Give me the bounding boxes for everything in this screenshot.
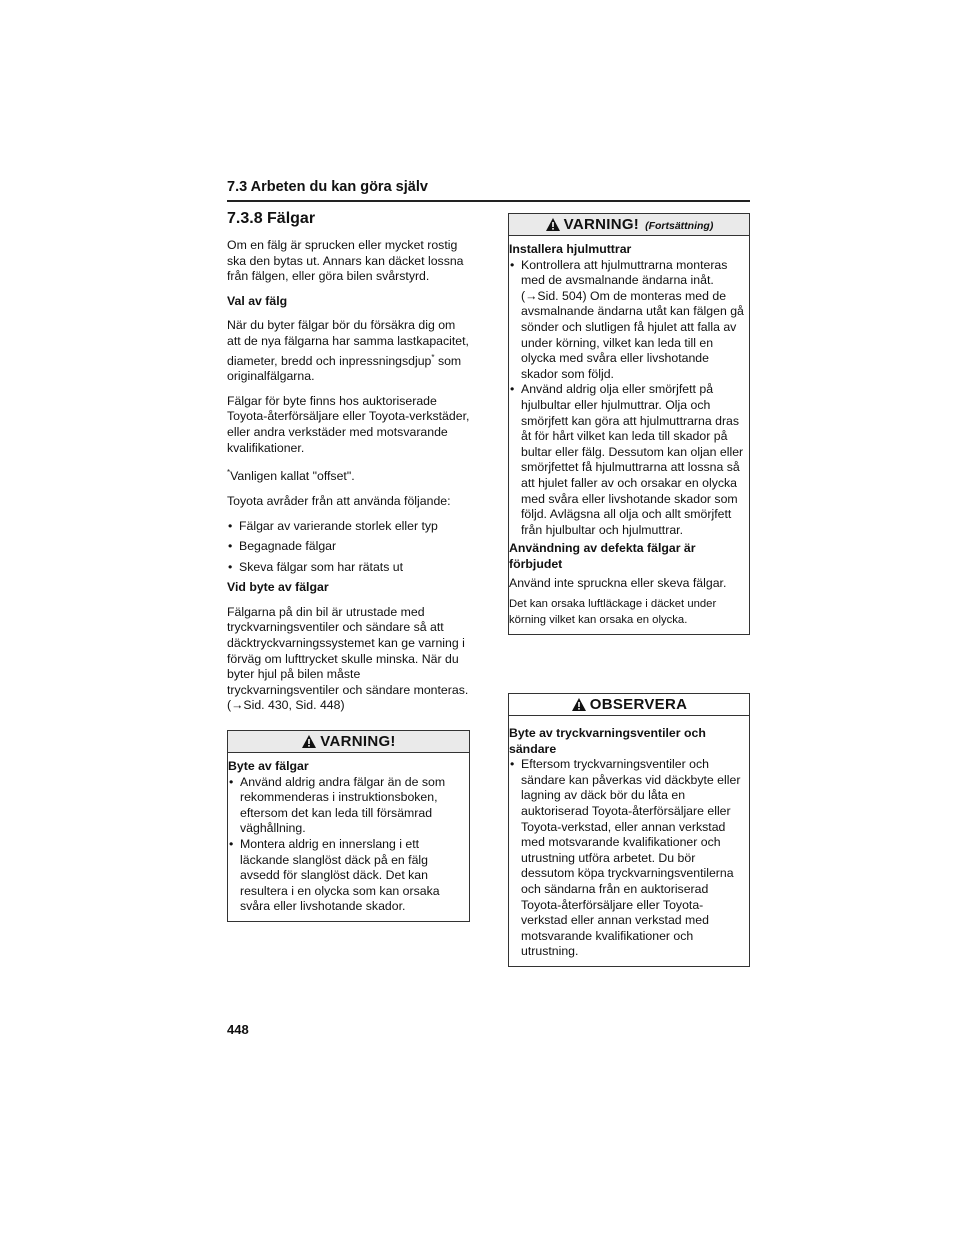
- warning-icon: [545, 217, 561, 232]
- left-column: [227, 210, 471, 723]
- continued-label: (Fortsättning): [645, 220, 714, 232]
- list-item: • Montera aldrig en innerslang i ett läckande slanglöst däck på en fälg avsedd för slanglöst däck. Det kan resultera i en olycka som kan orsaka svåra eller livshotande skador.: [228, 837, 465, 915]
- observera-box: [508, 693, 750, 967]
- list-item: • Skeva fälgar som har rätats ut: [227, 560, 471, 576]
- warning-sub: Byte av fälgar: [228, 759, 309, 773]
- intro-paragraph: Om en fälg är sprucken eller mycket rostig ska den bytas ut. Annars kan däcket lossna från fälgen, eller göra bilen svårstyrd.: [227, 238, 464, 284]
- list-item: • Kontrollera att hjulmuttrarna monteras med de avsmalnande ändarna inåt. (→Sid. 504) Om de monteras med de avsmalnande ändarna utåt kan fälgen gå sönder och slutligen få hjulet att falla av under körning, vilket kan leda till en olycka med svåra eller livshotande skador som följd.: [509, 258, 745, 383]
- page-number: 448: [227, 1022, 249, 1037]
- warning-title-bar: [228, 731, 469, 753]
- val-paragraph: När du byter fälgar bör du försäkra dig om att de nya fälgarna har samma lastkapacitet, diameter, bredd och inpressningsdjup* som originalfälgarna.: [227, 318, 469, 384]
- warning-list: [228, 775, 465, 915]
- observera-list: [509, 757, 745, 960]
- warning-sub: Användning av defekta fälgar är förbjudet: [509, 541, 696, 571]
- list-item: • Eftersom tryckvarningsventiler och sändare kan påverkas vid däckbyte eller lagning av däck bör du låta en auktoriserad Toyota-återförsäljare eller Toyota-verkstad, eller annan verkstad med motsvarande kvalifikationer och utrustning utföra arbetet. Du bör dessutom köpa tryckvarningsventilerna och sändarna från en auktoriserad Toyota-återförsäljare eller Toyota-verkstad eller annan verkstad med motsvarande kvalifikationer och utrustning.: [509, 757, 745, 960]
- section-header: [227, 178, 750, 202]
- warning-title: VARNING!: [320, 733, 396, 750]
- list-item: • Begagnade fälgar: [227, 539, 471, 555]
- list-item: • Använd aldrig andra fälgar än de som rekommenderas i instruktionsboken, eftersom det kan leda till försämrad väghållning.: [228, 775, 465, 837]
- warning-icon: [301, 734, 317, 749]
- warning-list: [509, 258, 745, 539]
- footnote: *Vanligen kallat "offset".: [227, 468, 355, 484]
- warning-sub: Installera hjulmuttrar: [509, 242, 632, 256]
- observera-body: [509, 716, 749, 966]
- advise-paragraph: Toyota avråder från att använda följande:: [227, 493, 451, 508]
- warning-title-bar: [509, 214, 749, 236]
- list-item: • Fälgar av varierande storlek eller typ: [227, 519, 471, 535]
- warning-text: Använd inte spruckna eller skeva fälgar.: [509, 576, 727, 591]
- warning-box-left: [227, 730, 470, 922]
- warning-body: [228, 753, 469, 921]
- warning-text: Det kan orsaka luftläckage i däcket under körning vilket kan orsaka en olycka.: [509, 598, 717, 626]
- byte-heading: Vid byte av fälgar: [227, 580, 329, 595]
- page-heading: 7.3.8 Fälgar: [227, 210, 316, 227]
- dealers-paragraph: Fälgar för byte finns hos auktoriserade Toyota-återförsäljare eller Toyota-verkstäder, eller andra verkstäder med motsvarande kvalifikationer.: [227, 393, 470, 455]
- warning-box-right: [508, 213, 750, 635]
- byte-paragraph: Fälgarna på din bil är utrustade med tryckvarningsventiler och sändare så att däcktryckvarningssystemet kan ge varning i förväg om lufttrycket skulle minska. När du byter hjul på bilen måste tryckvarningsventiler och sändare monteras. (→Sid. 430, Sid. 448): [227, 604, 469, 713]
- warning-icon: [571, 697, 587, 712]
- observera-title: OBSERVERA: [589, 696, 688, 713]
- list-item: • Använd aldrig olja eller smörjfett på hjulbultar eller hjulmuttrar. Olja och smörjfett kan göra att hjulmuttrarna dras åt för hårt vilket kan leda till skador på bultar eller fälg. Dessutom kan oljan eller smörjfettet få hjulmuttrarna att lossna så att hjulet faller av och orsakar en olycka med svåra eller livshotande skador som följd. Avlägsna all olja och allt smörjfett från hjulbultar och hjulmuttrar.: [509, 382, 745, 538]
- observera-title-bar: [509, 694, 749, 716]
- observera-sub: Byte av tryckvarningsventiler och sändare: [509, 726, 706, 756]
- advise-list: [227, 519, 471, 576]
- val-heading: Val av fälg: [227, 293, 288, 308]
- warning-body: [509, 236, 749, 634]
- warning-title: VARNING!: [563, 216, 640, 233]
- section-title: 7.3 Arbeten du kan göra själv: [227, 179, 428, 195]
